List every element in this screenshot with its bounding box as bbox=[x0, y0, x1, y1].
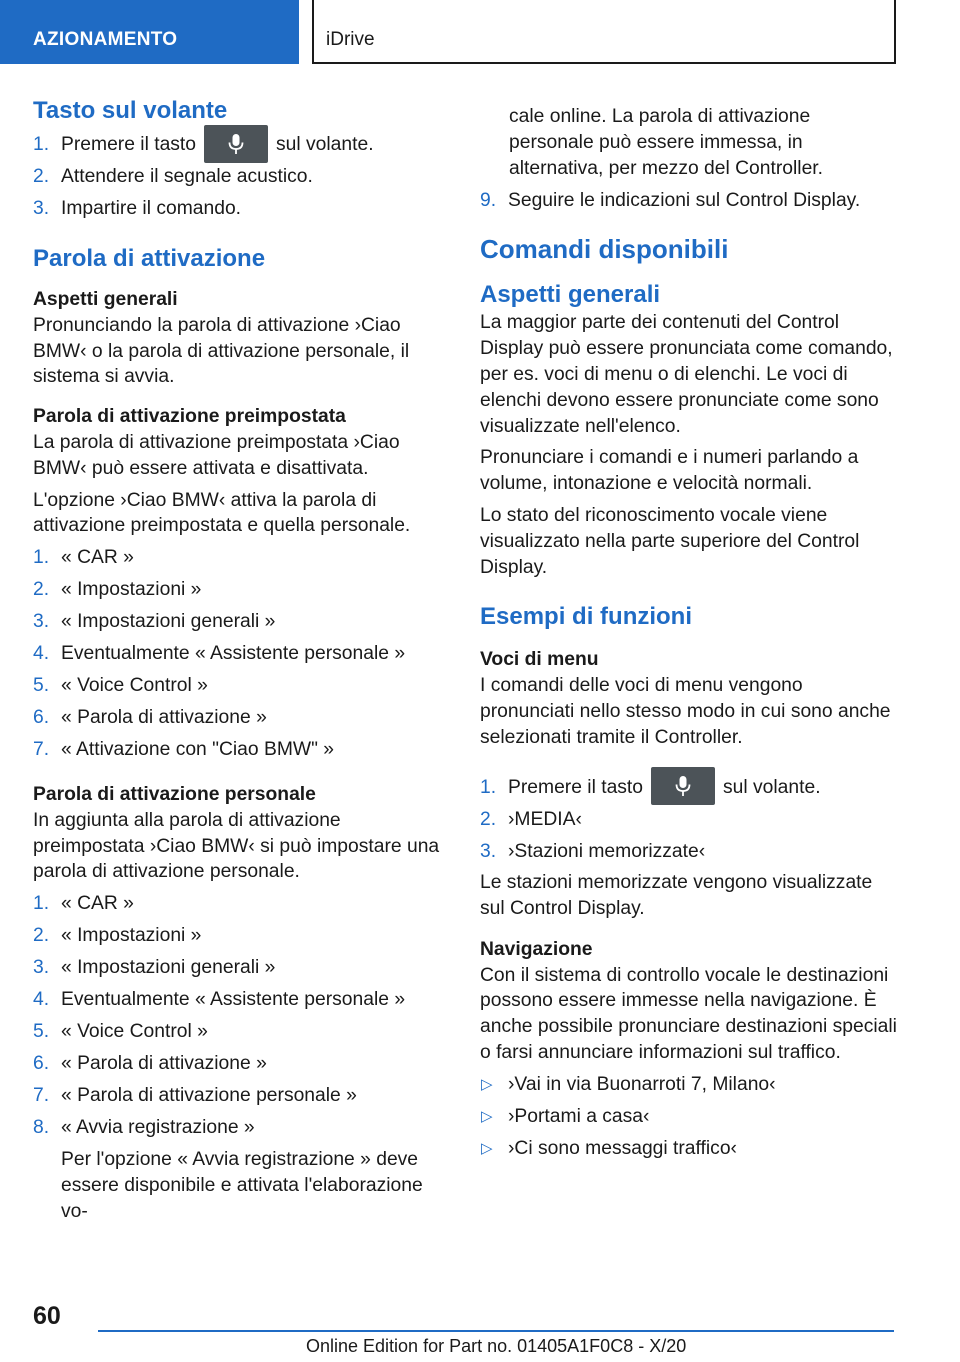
microphone-icon bbox=[675, 775, 691, 797]
step-text: Impartire il comando. bbox=[61, 198, 242, 220]
right-column bbox=[480, 104, 900, 1162]
step-number: 2. bbox=[33, 925, 50, 947]
step-number: 1. bbox=[33, 134, 50, 156]
heading-preimpostata: Parola di attivazione preimpostata bbox=[33, 406, 346, 428]
step-number: 8. bbox=[33, 1117, 50, 1139]
triangle-bullet-icon: ▷ bbox=[481, 1140, 493, 1158]
step-number: 4. bbox=[33, 643, 50, 665]
voci-steps bbox=[480, 775, 900, 865]
example-text: ›Ci sono messaggi traffico‹ bbox=[508, 1138, 737, 1160]
list-item bbox=[480, 1136, 900, 1162]
step-number: 3. bbox=[480, 840, 497, 862]
triangle-bullet-icon: ▷ bbox=[481, 1108, 493, 1126]
step-text: « Attivazione con "Ciao BMW" » bbox=[61, 739, 335, 761]
paragraph-personale: In aggiunta alla parola di attivazione preimpostata ›Ciao BMW‹ si può impostare una parola di attivazione personale. bbox=[33, 809, 440, 883]
paragraph-preimp-2: L'opzione ›Ciao BMW‹ attiva la parola di attivazione preimpostata e quella personale. bbox=[33, 489, 411, 537]
list-item bbox=[480, 1104, 900, 1130]
paragraph-continuation: cale online. La parola di attivazione personale può essere immessa, in alternativa, per mezzo del Controller. bbox=[509, 106, 824, 179]
list-item bbox=[33, 609, 441, 635]
example-text: ›Portami a casa‹ bbox=[508, 1106, 650, 1128]
left-column bbox=[33, 96, 441, 1224]
step-number: 4. bbox=[33, 989, 50, 1011]
paragraph-aspetti-3: Lo stato del riconoscimento vocale viene visualizzato nella parte superiore del Control Display. bbox=[480, 504, 860, 578]
step-number: 3. bbox=[33, 611, 50, 633]
step-number: 7. bbox=[33, 739, 50, 761]
step-text: « Parola di attivazione personale » bbox=[61, 1085, 357, 1107]
heading-parola-attivazione: Parola di attivazione bbox=[33, 244, 266, 272]
list-item bbox=[480, 839, 900, 865]
heading-navigazione: Navigazione bbox=[480, 938, 593, 960]
footer-edition: Online Edition for Part no. 01405A1F0C8 - X/20 bbox=[306, 1336, 687, 1356]
step-text: « Voice Control » bbox=[61, 675, 208, 697]
heading-tasto-volante: Tasto sul volante bbox=[33, 97, 228, 124]
list-item bbox=[33, 987, 441, 1013]
list-item bbox=[33, 923, 441, 949]
step-text-post: sul volante. bbox=[723, 776, 821, 798]
list-item bbox=[33, 673, 441, 699]
header-section-tab bbox=[0, 0, 299, 64]
list-item bbox=[33, 132, 441, 158]
heading-aspetti-generali: Aspetti generali bbox=[33, 288, 178, 310]
voice-key-button bbox=[651, 767, 715, 805]
paragraph-voci-2: Le stazioni memorizzate vengono visualizzate sul Control Display. bbox=[480, 872, 873, 920]
step-text: Seguire le indicazioni sul Control Display. bbox=[508, 189, 861, 211]
list-item bbox=[33, 1019, 441, 1045]
step-number: 5. bbox=[33, 1021, 50, 1043]
step-text: « Impostazioni » bbox=[61, 579, 202, 601]
list-item bbox=[33, 737, 441, 763]
step-text: « Avvia registrazione » bbox=[61, 1117, 255, 1139]
triangle-bullet-icon: ▷ bbox=[481, 1076, 493, 1094]
voice-key-button bbox=[204, 125, 268, 163]
step-text: « Voice Control » bbox=[61, 1021, 208, 1043]
step-number: 1. bbox=[33, 547, 50, 569]
list-item bbox=[33, 1083, 441, 1109]
heading-voci-menu: Voci di menu bbox=[480, 649, 599, 671]
list-item bbox=[480, 188, 900, 214]
header-section-label: AZIONAMENTO bbox=[33, 29, 178, 50]
list-item bbox=[33, 705, 441, 731]
header-title-box bbox=[312, 0, 896, 64]
step-number: 5. bbox=[33, 675, 50, 697]
step-subtext: Per l'opzione « Avvia registrazione » deve essere disponibile e attivata l'elaborazione vo- bbox=[61, 1149, 423, 1222]
header-title: iDrive bbox=[326, 29, 375, 50]
heading-esempi-funzioni: Esempi di funzioni bbox=[480, 603, 693, 631]
step-text: « Impostazioni generali » bbox=[61, 957, 276, 979]
page-number: 60 bbox=[33, 1302, 61, 1330]
step-number: 1. bbox=[33, 893, 50, 915]
list-item bbox=[33, 196, 441, 222]
step-text-post: sul volante. bbox=[276, 134, 374, 156]
step-text: « Parola di attivazione » bbox=[61, 707, 267, 729]
list-item bbox=[480, 1072, 900, 1098]
footer-divider bbox=[98, 1330, 894, 1332]
step-text: « Impostazioni generali » bbox=[61, 611, 276, 633]
step-number: 2. bbox=[33, 579, 50, 601]
step-text: ›MEDIA‹ bbox=[508, 808, 582, 830]
step-text: Eventualmente « Assistente personale » bbox=[61, 643, 406, 665]
example-text: ›Vai in via Buonarroti 7, Milano‹ bbox=[508, 1074, 776, 1096]
step-number: 9. bbox=[480, 189, 497, 211]
paragraph-aspetti-2: Pronunciare i comandi e i numeri parlando a volume, intonazione e velocità normali. bbox=[480, 447, 859, 495]
list-item bbox=[33, 641, 441, 667]
step-text: « CAR » bbox=[61, 547, 134, 569]
step-number: 7. bbox=[33, 1085, 50, 1107]
step-text: Attendere il segnale acustico. bbox=[61, 166, 313, 188]
heading-aspetti-generali-right: Aspetti generali bbox=[480, 281, 661, 309]
step-text-pre: Premere il tasto bbox=[508, 776, 644, 798]
paragraph-aspetti: Pronunciando la parola di attivazione ›Ciao BMW‹ o la parola di attivazione personale, il sistema si avvia. bbox=[33, 314, 410, 388]
list-item bbox=[480, 775, 900, 801]
heading-personale: Parola di attivazione personale bbox=[33, 784, 316, 806]
list-item bbox=[33, 955, 441, 981]
nav-examples bbox=[480, 1072, 900, 1162]
step-9-list bbox=[480, 188, 900, 214]
preimp-steps bbox=[33, 545, 441, 763]
step-number: 6. bbox=[33, 1053, 50, 1075]
step-text: « CAR » bbox=[61, 893, 134, 915]
paragraph-voci: I comandi delle voci di menu vengono pronunciati nello stesso modo in cui sono anche selezionati tramite il Controller. bbox=[480, 675, 891, 748]
step-text-pre: Premere il tasto bbox=[61, 134, 197, 156]
pers-steps bbox=[33, 891, 441, 1224]
list-item bbox=[480, 807, 900, 833]
tasto-steps bbox=[33, 132, 441, 222]
step-number: 3. bbox=[33, 198, 50, 220]
step-text: « Impostazioni » bbox=[61, 925, 202, 947]
list-item bbox=[33, 1051, 441, 1077]
heading-comandi-disponibili: Comandi disponibili bbox=[480, 234, 729, 265]
list-item bbox=[33, 1115, 441, 1224]
step-number: 2. bbox=[33, 166, 50, 188]
step-number: 3. bbox=[33, 957, 50, 979]
list-item bbox=[33, 891, 441, 917]
step-number: 6. bbox=[33, 707, 50, 729]
step-text: ›Stazioni memorizzate‹ bbox=[508, 840, 706, 862]
step-text: Eventualmente « Assistente personale » bbox=[61, 989, 406, 1011]
step-number: 2. bbox=[480, 808, 497, 830]
list-item bbox=[33, 545, 441, 571]
paragraph-aspetti-1: La maggior parte dei contenuti del Control Display può essere pronunciata come comando, per es. voci di menu o di elenchi. Le voci di elenchi devono essere pronunciate come sono visualizzate nell'elenco. bbox=[480, 312, 893, 437]
step-number: 1. bbox=[480, 776, 497, 798]
list-item bbox=[33, 164, 441, 190]
paragraph-navigazione: Con il sistema di controllo vocale le destinazioni possono essere immesse nella navigazione. È anche possibile pronunciare destinazioni speciali o farsi annunciare informazioni sul traffico. bbox=[480, 964, 897, 1064]
paragraph-preimp-1: La parola di attivazione preimpostata ›Ciao BMW‹ può essere attivata e disattivata. bbox=[33, 431, 400, 479]
step-text: « Parola di attivazione » bbox=[61, 1053, 267, 1075]
microphone-icon bbox=[228, 133, 244, 155]
list-item bbox=[33, 577, 441, 603]
